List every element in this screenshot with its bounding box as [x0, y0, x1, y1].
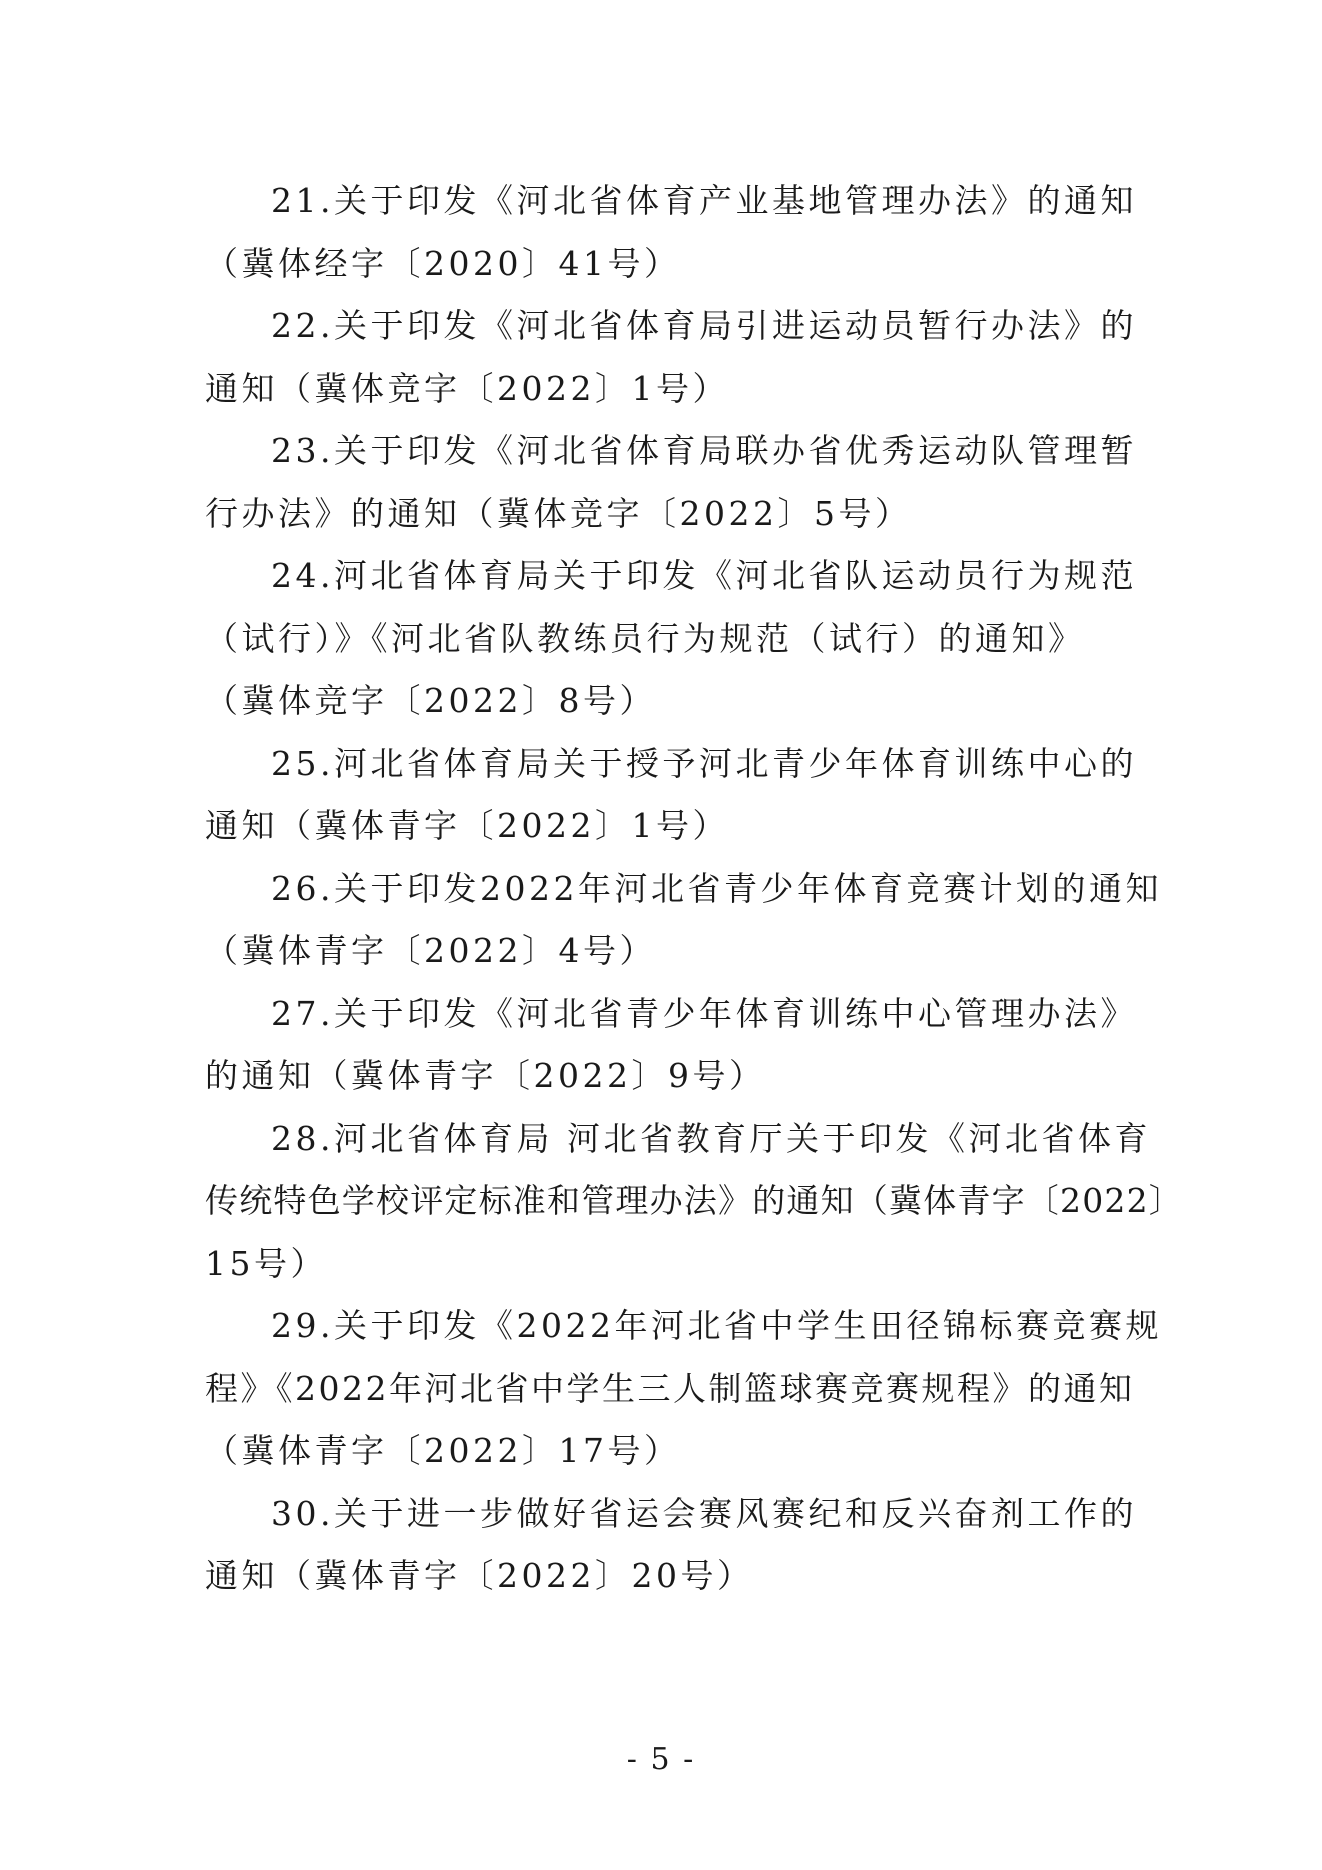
- list-item: [205, 1483, 1135, 1608]
- list-item: [205, 295, 1135, 420]
- page-number: - 5 -: [626, 1742, 696, 1777]
- entry-line: 21.关于印发《河北省体育产业基地管理办法》的通知: [271, 181, 1137, 220]
- list-item: [205, 420, 1135, 545]
- entry-line: 30.关于进一步做好省运会赛风赛纪和反兴奋剂工作的: [271, 1493, 1137, 1533]
- entry-line: 通知（冀体青字〔2022〕20号）: [205, 1556, 754, 1595]
- list-item: [205, 545, 1135, 733]
- entry-line: 通知（冀体竞字〔2022〕1号）: [205, 368, 729, 408]
- list-item: [205, 858, 1162, 983]
- entry-line: 23.关于印发《河北省体育局联办省优秀运动队管理暂: [271, 431, 1137, 470]
- list-item: [205, 983, 1135, 1108]
- entry-line: （试行）》《河北省队教练员行为规范（试行）的通知》: [205, 618, 1085, 658]
- list-item: [205, 170, 1135, 295]
- entry-line: 15号）: [205, 1243, 327, 1283]
- entry-line: 28.河北省体育局 河北省教育厅关于印发《河北省体育: [271, 1118, 1151, 1158]
- entry-line: 的通知（冀体青字〔2022〕9号）: [205, 1056, 766, 1095]
- entry-line: 传统特色学校评定标准和管理办法》的通知（冀体青字〔2022〕: [205, 1181, 1183, 1220]
- entry-line: 通知（冀体青字〔2022〕1号）: [205, 806, 729, 845]
- entry-line: （冀体青字〔2022〕17号）: [205, 1431, 681, 1470]
- list-item: [205, 733, 1135, 858]
- entry-line: 26.关于印发2022年河北省青少年体育竞赛计划的通知: [271, 868, 1162, 908]
- entry-line: 程》《2022年河北省中学生三人制篮球赛竞赛规程》的通知: [205, 1368, 1135, 1408]
- entry-line: 22.关于印发《河北省体育局引进运动员暂行办法》的: [271, 306, 1137, 345]
- entry-line: 27.关于印发《河北省青少年体育训练中心管理办法》: [271, 993, 1137, 1033]
- entry-line: （冀体经字〔2020〕41号）: [205, 243, 681, 283]
- entry-line: 24.河北省体育局关于印发《河北省队运动员行为规范: [271, 556, 1137, 595]
- entry-line: （冀体竞字〔2022〕8号）: [205, 681, 656, 720]
- list-item: [205, 1295, 1162, 1483]
- document-body: [205, 170, 1183, 1608]
- entry-line: 25.河北省体育局关于授予河北青少年体育训练中心的: [271, 743, 1137, 783]
- entry-line: 29.关于印发《2022年河北省中学生田径锦标赛竞赛规: [271, 1306, 1162, 1345]
- entry-line: （冀体青字〔2022〕4号）: [205, 931, 656, 970]
- list-item: [205, 1108, 1183, 1296]
- entry-line: 行办法》的通知（冀体竞字〔2022〕5号）: [205, 493, 912, 533]
